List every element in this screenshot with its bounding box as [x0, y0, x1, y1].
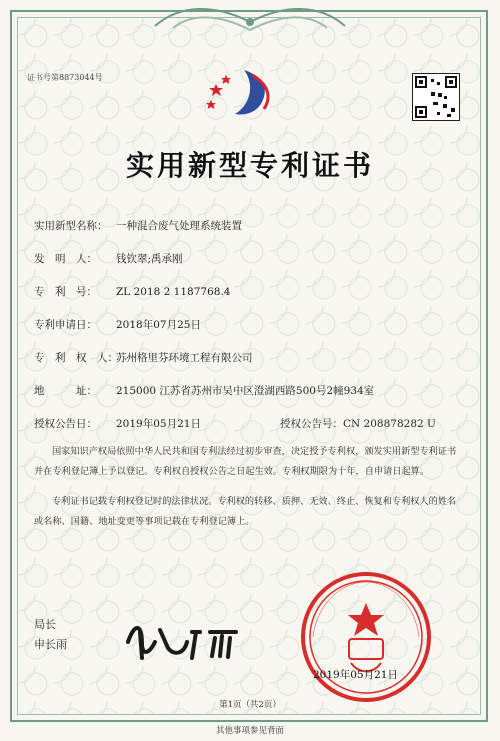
- footer-note: 其他事项参见背面: [215, 726, 284, 736]
- field-patentee: [34, 350, 253, 365]
- field-patent-number: [34, 284, 230, 299]
- page-indicator: 第1页（共2页）: [219, 700, 281, 710]
- field-grant-date: [34, 416, 201, 431]
- field-application-date: [34, 317, 201, 332]
- field-label: 实用新型名称：: [34, 220, 108, 232]
- field-utility-model-name: [34, 218, 242, 233]
- signature-title-line-1: 局长: [34, 618, 56, 631]
- patent-office-logo-icon: [202, 66, 294, 118]
- publication-value: CN 208878282 U: [343, 418, 436, 430]
- field-inventor: [34, 251, 183, 266]
- legal-paragraph-2: 专利证书记载专利权登记时的法律状况。专利权的转移、质押、无效、终止、恢复和专利权人的姓名或名称、国籍、地址变更等事项记载在专利登记簿上。: [34, 496, 457, 527]
- field-label: 授权公告日：: [34, 418, 97, 430]
- field-value: 钱钦翠;禹承刚: [116, 253, 183, 265]
- seal-date: 2019年05月21日: [313, 669, 398, 681]
- qr-code-icon: [412, 73, 460, 121]
- field-label: 发 明 人：: [34, 253, 97, 265]
- certificate-number: 证书号第8873044号: [27, 73, 103, 82]
- field-label: 地 址：: [34, 385, 97, 397]
- field-label: 专 利 号：: [34, 286, 97, 298]
- publication-label: 授权公告号：: [280, 418, 343, 430]
- signature-title-block: [34, 615, 67, 655]
- publication-number: [280, 416, 436, 431]
- certificate-title: 实用新型专利证书: [125, 149, 374, 182]
- field-value: 苏州格里芬环境工程有限公司: [116, 352, 253, 364]
- signature-title-line-2: 申长雨: [34, 638, 67, 651]
- official-red-seal-icon: [297, 568, 435, 706]
- field-address: [34, 383, 374, 398]
- top-ornament-icon: [145, 0, 355, 40]
- handwritten-signature-icon: [120, 614, 260, 664]
- field-label: 专 利 权 人：: [34, 352, 118, 364]
- legal-paragraph-1: 国家知识产权局依照中华人民共和国专利法经过初步审查，决定授予专利权，颁发实用新型专利证书并在专利登记簿上予以登记。专利权自授权公告之日起生效。专利权期限为十年，自申请日起算。: [34, 446, 457, 477]
- field-value: ZL 2018 2 1187768.4: [116, 286, 231, 298]
- field-value: 2018年07月25日: [116, 319, 201, 331]
- field-value: 215000 江苏省苏州市吴中区澄湖西路500号2幢934室: [116, 385, 375, 397]
- field-label: 专利申请日：: [34, 319, 97, 331]
- field-value: 2019年05月21日: [116, 418, 201, 430]
- field-value: 一种混合废气处理系统装置: [116, 220, 242, 232]
